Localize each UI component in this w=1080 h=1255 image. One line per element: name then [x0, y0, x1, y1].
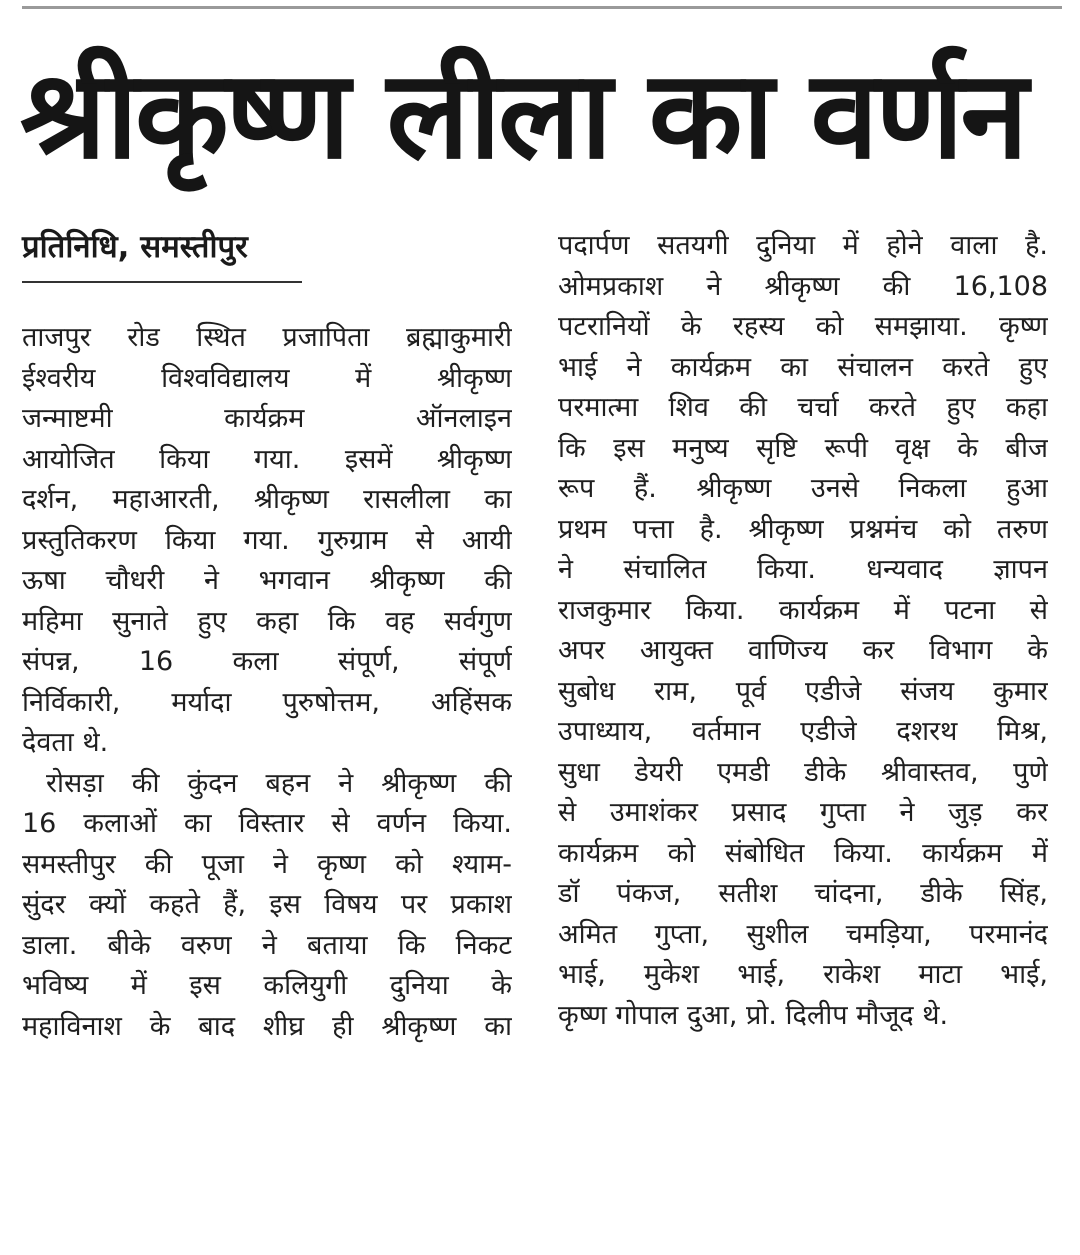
text-line: प्रथम पत्ता है. श्रीकृष्ण प्रश्नमंच को तरुण	[558, 513, 1048, 545]
right-column	[558, 226, 1048, 1036]
text-line: अपर आयुक्त वाणिज्य कर विभाग के	[558, 635, 1048, 666]
paragraph-start-line: रोसड़ा की कुंदन बहन ने श्रीकृष्ण की	[46, 767, 512, 799]
text-line: आयोजित किया गया. इसमें श्रीकृष्ण	[22, 443, 512, 475]
top-divider	[22, 6, 1062, 9]
text-line: भविष्य में इस कलियुगी दुनिया के	[22, 970, 512, 1001]
paragraph-end-line: कृष्ण गोपाल दुआ, प्रो. दिलीप मौजूद थे.	[558, 999, 949, 1031]
text-line: ताजपुर रोड स्थित प्रजापिता ब्रह्माकुमारी	[22, 322, 512, 353]
left-column	[22, 318, 512, 1047]
text-line: सुधा डेयरी एमडी डीके श्रीवास्तव, पुणे	[558, 756, 1048, 788]
text-line: भाई, मुकेश भाई, राकेश माटा भाई,	[558, 959, 1048, 990]
text-line: समस्तीपुर की पूजा ने कृष्ण को श्याम-	[22, 848, 512, 880]
text-line: प्रस्तुतिकरण किया गया. गुरुग्राम से आयी	[22, 524, 512, 556]
text-line: सुबोध राम, पूर्व एडीजे संजय कुमार	[558, 675, 1048, 707]
text-line: ओमप्रकाश ने श्रीकृष्ण की 16,108	[558, 270, 1048, 302]
text-line: ईश्वरीय विश्वविद्यालय में श्रीकृष्ण	[22, 362, 512, 394]
text-line: अमित गुप्ता, सुशील चमड़िया, परमानंद	[558, 918, 1048, 950]
text-line: से उमाशंकर प्रसाद गुप्ता ने जुड़ कर	[558, 797, 1048, 828]
headline: श्रीकृष्ण लीला का वर्णन	[20, 44, 1026, 186]
text-line: महाविनाश के बाद शीघ्र ही श्रीकृष्ण का	[22, 1010, 512, 1042]
text-line: ने संचालित किया. धन्यवाद ज्ञापन	[558, 554, 1048, 585]
text-line: पदार्पण सतयगी दुनिया में होने वाला है.	[558, 230, 1048, 261]
text-line: कार्यक्रम को संबोधित किया. कार्यक्रम में	[558, 837, 1048, 869]
text-line: परमात्मा शिव की चर्चा करते हुए कहा	[558, 392, 1048, 423]
text-line: संपन्न, 16 कला संपूर्ण, संपूर्ण	[22, 646, 512, 677]
text-line: 16 कलाओं का विस्तार से वर्णन किया.	[22, 808, 512, 839]
text-line: निर्विकारी, मर्यादा पुरुषोत्तम, अहिंसक	[22, 686, 512, 718]
text-line: कि इस मनुष्य सृष्टि रूपी वृक्ष के बीज	[558, 432, 1048, 464]
text-line: जन्माष्टमी कार्यक्रम ऑनलाइन	[22, 403, 512, 434]
text-line: डॉ पंकज, सतीश चांदना, डीके सिंह,	[558, 878, 1048, 909]
paragraph-end-line: देवता थे.	[22, 727, 109, 758]
text-line: महिमा सुनाते हुए कहा कि वह सर्वगुण	[22, 605, 512, 637]
text-line: डाला. बीके वरुण ने बताया कि निकट	[22, 929, 512, 961]
text-line: ऊषा चौधरी ने भगवान श्रीकृष्ण की	[22, 565, 512, 596]
text-line: सुंदर क्यों कहते हैं, इस विषय पर प्रकाश	[22, 889, 512, 920]
text-line: दर्शन, महाआरती, श्रीकृष्ण रासलीला का	[22, 484, 512, 515]
text-line: राजकुमार किया. कार्यक्रम में पटना से	[558, 594, 1048, 626]
text-line: पटरानियों के रहस्य को समझाया. कृष्ण	[558, 311, 1048, 342]
byline: प्रतिनिधि, समस्तीपुर	[22, 229, 248, 265]
byline-underline	[22, 281, 302, 283]
text-line: उपाध्याय, वर्तमान एडीजे दशरथ मिश्र,	[558, 716, 1048, 747]
text-line: भाई ने कार्यक्रम का संचालन करते हुए	[558, 351, 1048, 383]
text-line: रूप हैं. श्रीकृष्ण उनसे निकला हुआ	[558, 473, 1048, 504]
